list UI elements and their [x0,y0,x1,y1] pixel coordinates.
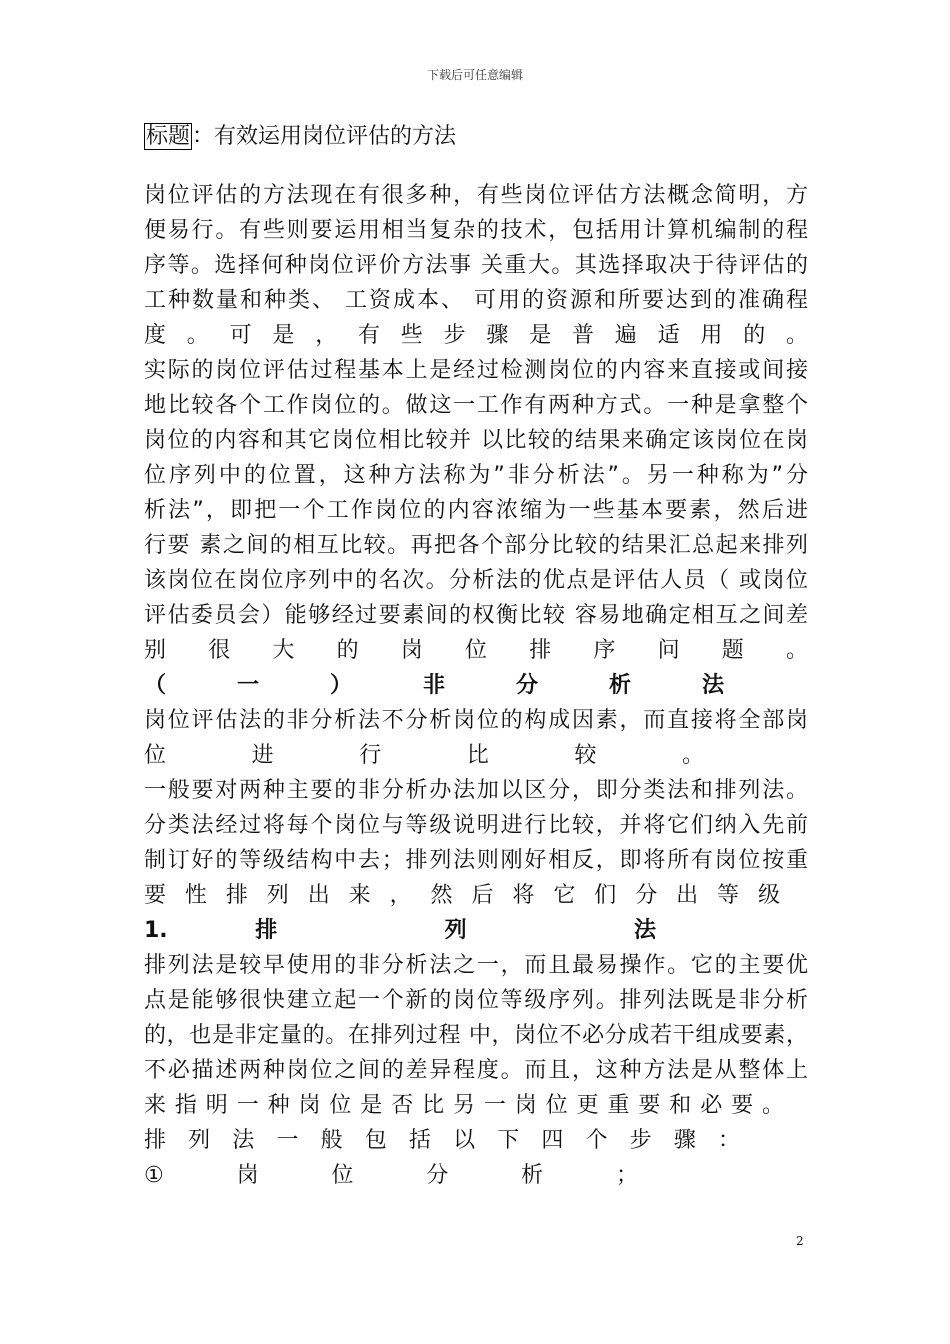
body-line: 一般要对两种主要的非分析办法加以区分，即分类法和排列法。 [144,778,808,803]
section-heading: （ 一 ） 非 分 析 法 [144,673,724,698]
document-body [144,178,808,1193]
body-line: 位 进 行 比 较 。 [144,743,704,768]
body-line: 行要 素之间的相互比较。再把各个部分比较的结果汇总起来排列 [144,533,808,558]
body-line: 析法”，即把一个工作岗位的内容浓缩为一些基本要素，然后进 [144,498,808,523]
body-line: 度 。 可 是 ， 有 些 步 骤 是 普 遍 适 用 的 。 [144,323,808,348]
body-line: 岗位评估法的非分析法不分析岗位的构成因素，而直接将全部岗 [144,708,808,733]
body-line: 评估委员会）能够经过要素间的权衡比较 容易地确定相互之间差 [144,603,808,628]
body-line: 岗位的内容和其它岗位相比较并 以比较的结果来确定该岗位在岗 [144,428,808,453]
body-line: 分类法经过将每个岗位与等级说明进行比较，并将它们纳入先前 [144,813,808,838]
body-line: 要 性 排 列 出 来 ， 然 后 将 它 们 分 出 等 级 [144,883,780,908]
body-line: 的，也是非定量的。在排列过程 中，岗位不必分成若干组成要素， [144,1023,808,1048]
title-label: 标题 [146,124,191,149]
body-line: 位序列中的位置，这种方法称为”非分析法”。另一种称为”分 [144,463,808,488]
header-note: 下载后可任意编辑 [426,68,523,82]
body-line: 该岗位在岗位序列中的名次。分析法的优点是评估人员（ 或岗位 [144,568,808,593]
subsection-heading: 1. 排 列 法 [144,918,656,943]
body-line: 工种数量和种类、 工资成本、 可用的资源和所要达到的准确程 [144,288,808,313]
body-line: 来 指 明 一 种 岗 位 是 否 比 另 一 岗 位 更 重 要 和 必 要 。 [144,1093,784,1118]
body-line: 实际的岗位评估过程基本上是经过检测岗位的内容来直接或间接 [144,358,808,383]
body-line: 排 列 法 一 般 包 括 以 下 四 个 步 骤 ： [144,1128,740,1153]
body-line: 序等。选择何种岗位评价方法事 关重大。其选择取决于待评估的 [144,253,808,278]
body-line: 岗位评估的方法现在有很多种，有些岗位评估方法概念简明，方 [144,183,808,208]
body-line: 便易行。有些则要运用相当复杂的技术，包括用计算机编制的程 [144,218,808,243]
body-line: 制订好的等级结构中去；排列法则刚好相反，即将所有岗位按重 [144,848,808,873]
body-line: ① 岗 位 分 析 ； [144,1163,638,1188]
body-line: 点是能够很快建立起一个新的岗位等级序列。排列法既是非分析 [144,988,808,1013]
body-line: 排列法是较早使用的非分析法之一，而且最易操作。它的主要优 [144,953,808,978]
title-text: ：有效运用岗位评估的方法 [192,124,457,149]
body-line: 别 很 大 的 岗 位 排 序 问 题 。 [144,638,808,663]
document-title [144,122,456,152]
body-line: 地比较各个工作岗位的。做这一工作有两种方式。一种是拿整个 [144,393,808,418]
body-line: 不必描述两种岗位之间的差异程度。而且，这种方法是从整体上 [144,1058,808,1083]
page-number: 2 [796,1234,804,1248]
